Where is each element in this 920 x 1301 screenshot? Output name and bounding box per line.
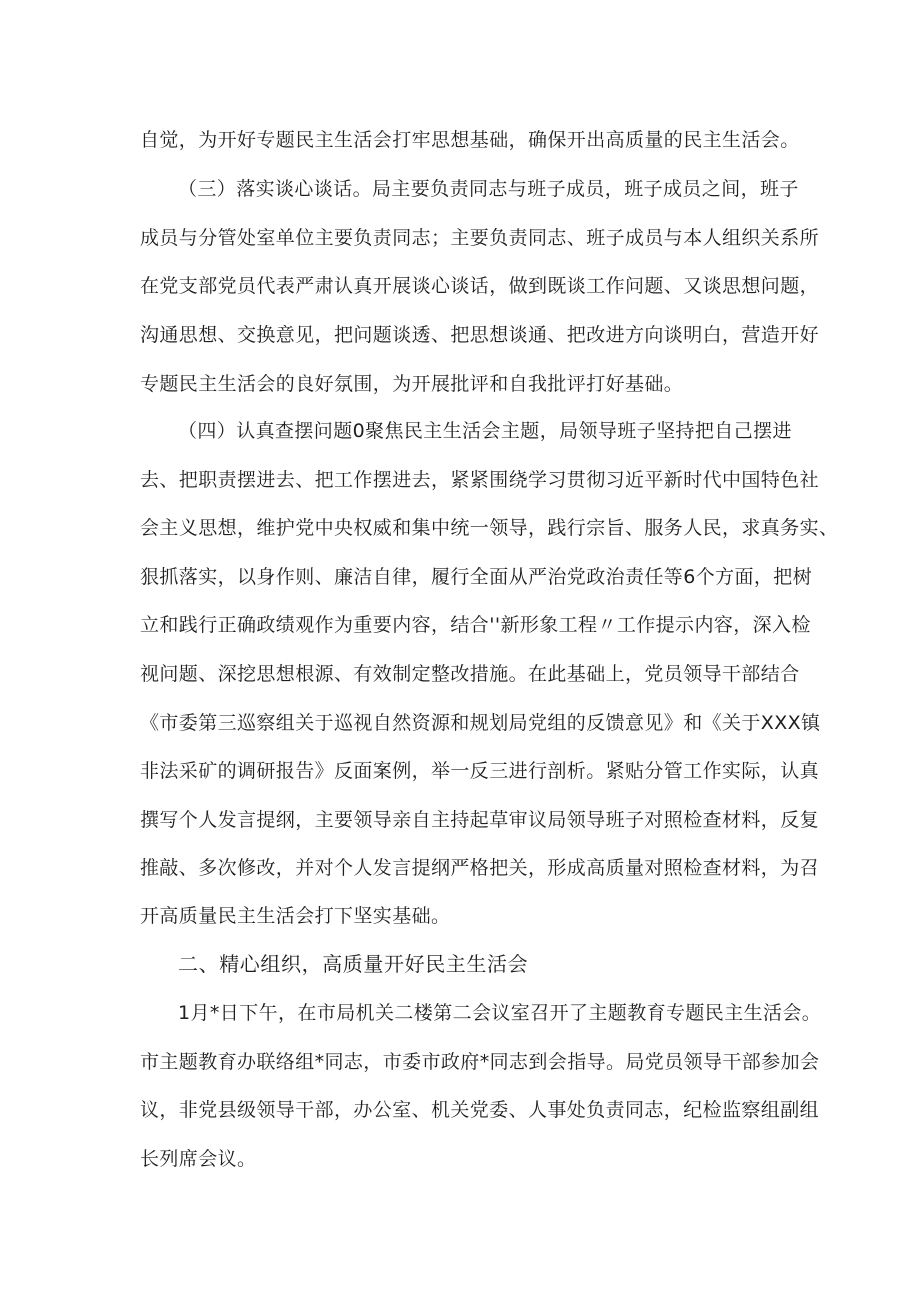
text-line: 会主义思想，维护党中央权威和集中统一领导，践行宗旨、服务人民，求真务实、 <box>140 517 839 539</box>
text-line: 《市委第三巡察组关于巡视自然资源和规划局党组的反馈意见》和《关于XXX镇 <box>140 712 821 734</box>
text-line: 议，非党县级领导干部，办公室、机关党委、人事处负责同志，纪检监察组副组 <box>140 1099 820 1121</box>
text-line: 专题民主生活会的良好氛围，为开展批评和自我批评打好基础。 <box>140 373 684 395</box>
text-line: 在党支部党员代表严肃认真开展谈心谈话，做到既谈工作问题、又谈思想问题， <box>140 275 820 297</box>
text-line: （三）落实谈心谈话。局主要负责同志与班子成员，班子成员之间，班子 <box>178 178 799 200</box>
text-line: 去、把职责摆进去、把工作摆进去，紧紧围绕学习贯彻习近平新时代中国特色社 <box>140 469 820 491</box>
text-line: 市主题教育办联络组*同志，市委市政府*同志到会指导。局党员领导干部参加会 <box>140 1051 820 1073</box>
text-line: 推敲、多次修改，并对个人发言提纲严格把关，形成高质量对照检查材料，为召 <box>140 857 820 879</box>
text-line: （四）认真查摆问题0聚焦民主生活会主题，局领导班子坚持把自己摆进 <box>178 420 792 442</box>
text-line: 视问题、深挖思想根源、有效制定整改措施。在此基础上，党员领导干部结合 <box>140 663 800 685</box>
text-line: 自觉，为开好专题民主生活会打牢思想基础，确保开出高质量的民主生活会。 <box>140 129 800 151</box>
section-heading: 二、精心组织，高质量开好民主生活会 <box>178 952 529 976</box>
text-line: 长列席会议。 <box>140 1148 257 1170</box>
text-line: 沟通思想、交换意见，把问题谈透、把思想谈通、把改进方向谈明白，营造开好 <box>140 324 820 346</box>
text-line: 成员与分管处室单位主要负责同志；主要负责同志、班子成员与本人组织关系所 <box>140 227 820 249</box>
text-line: 撰写个人发言提纲，主要领导亲自主持起草审议局领导班子对照检查材料，反复 <box>140 809 820 831</box>
text-line: 1月*日下午，在市局机关二楼第二会议室召开了主题教育专题民主生活会。 <box>178 1002 822 1024</box>
text-line: 非法采矿的调研报告》反面案例，举一反三进行剖析。紧贴分管工作实际，认真 <box>140 760 820 782</box>
text-line: 立和践行正确政绩观作为重要内容，结合''新形象工程〃工作提示内容，深入检 <box>140 614 811 636</box>
text-line: 开高质量民主生活会打下坚实基础。 <box>140 905 451 927</box>
text-line: 狠抓落实，以身作则、廉洁自律，履行全面从严治党政治责任等6个方面，把树 <box>140 566 813 588</box>
